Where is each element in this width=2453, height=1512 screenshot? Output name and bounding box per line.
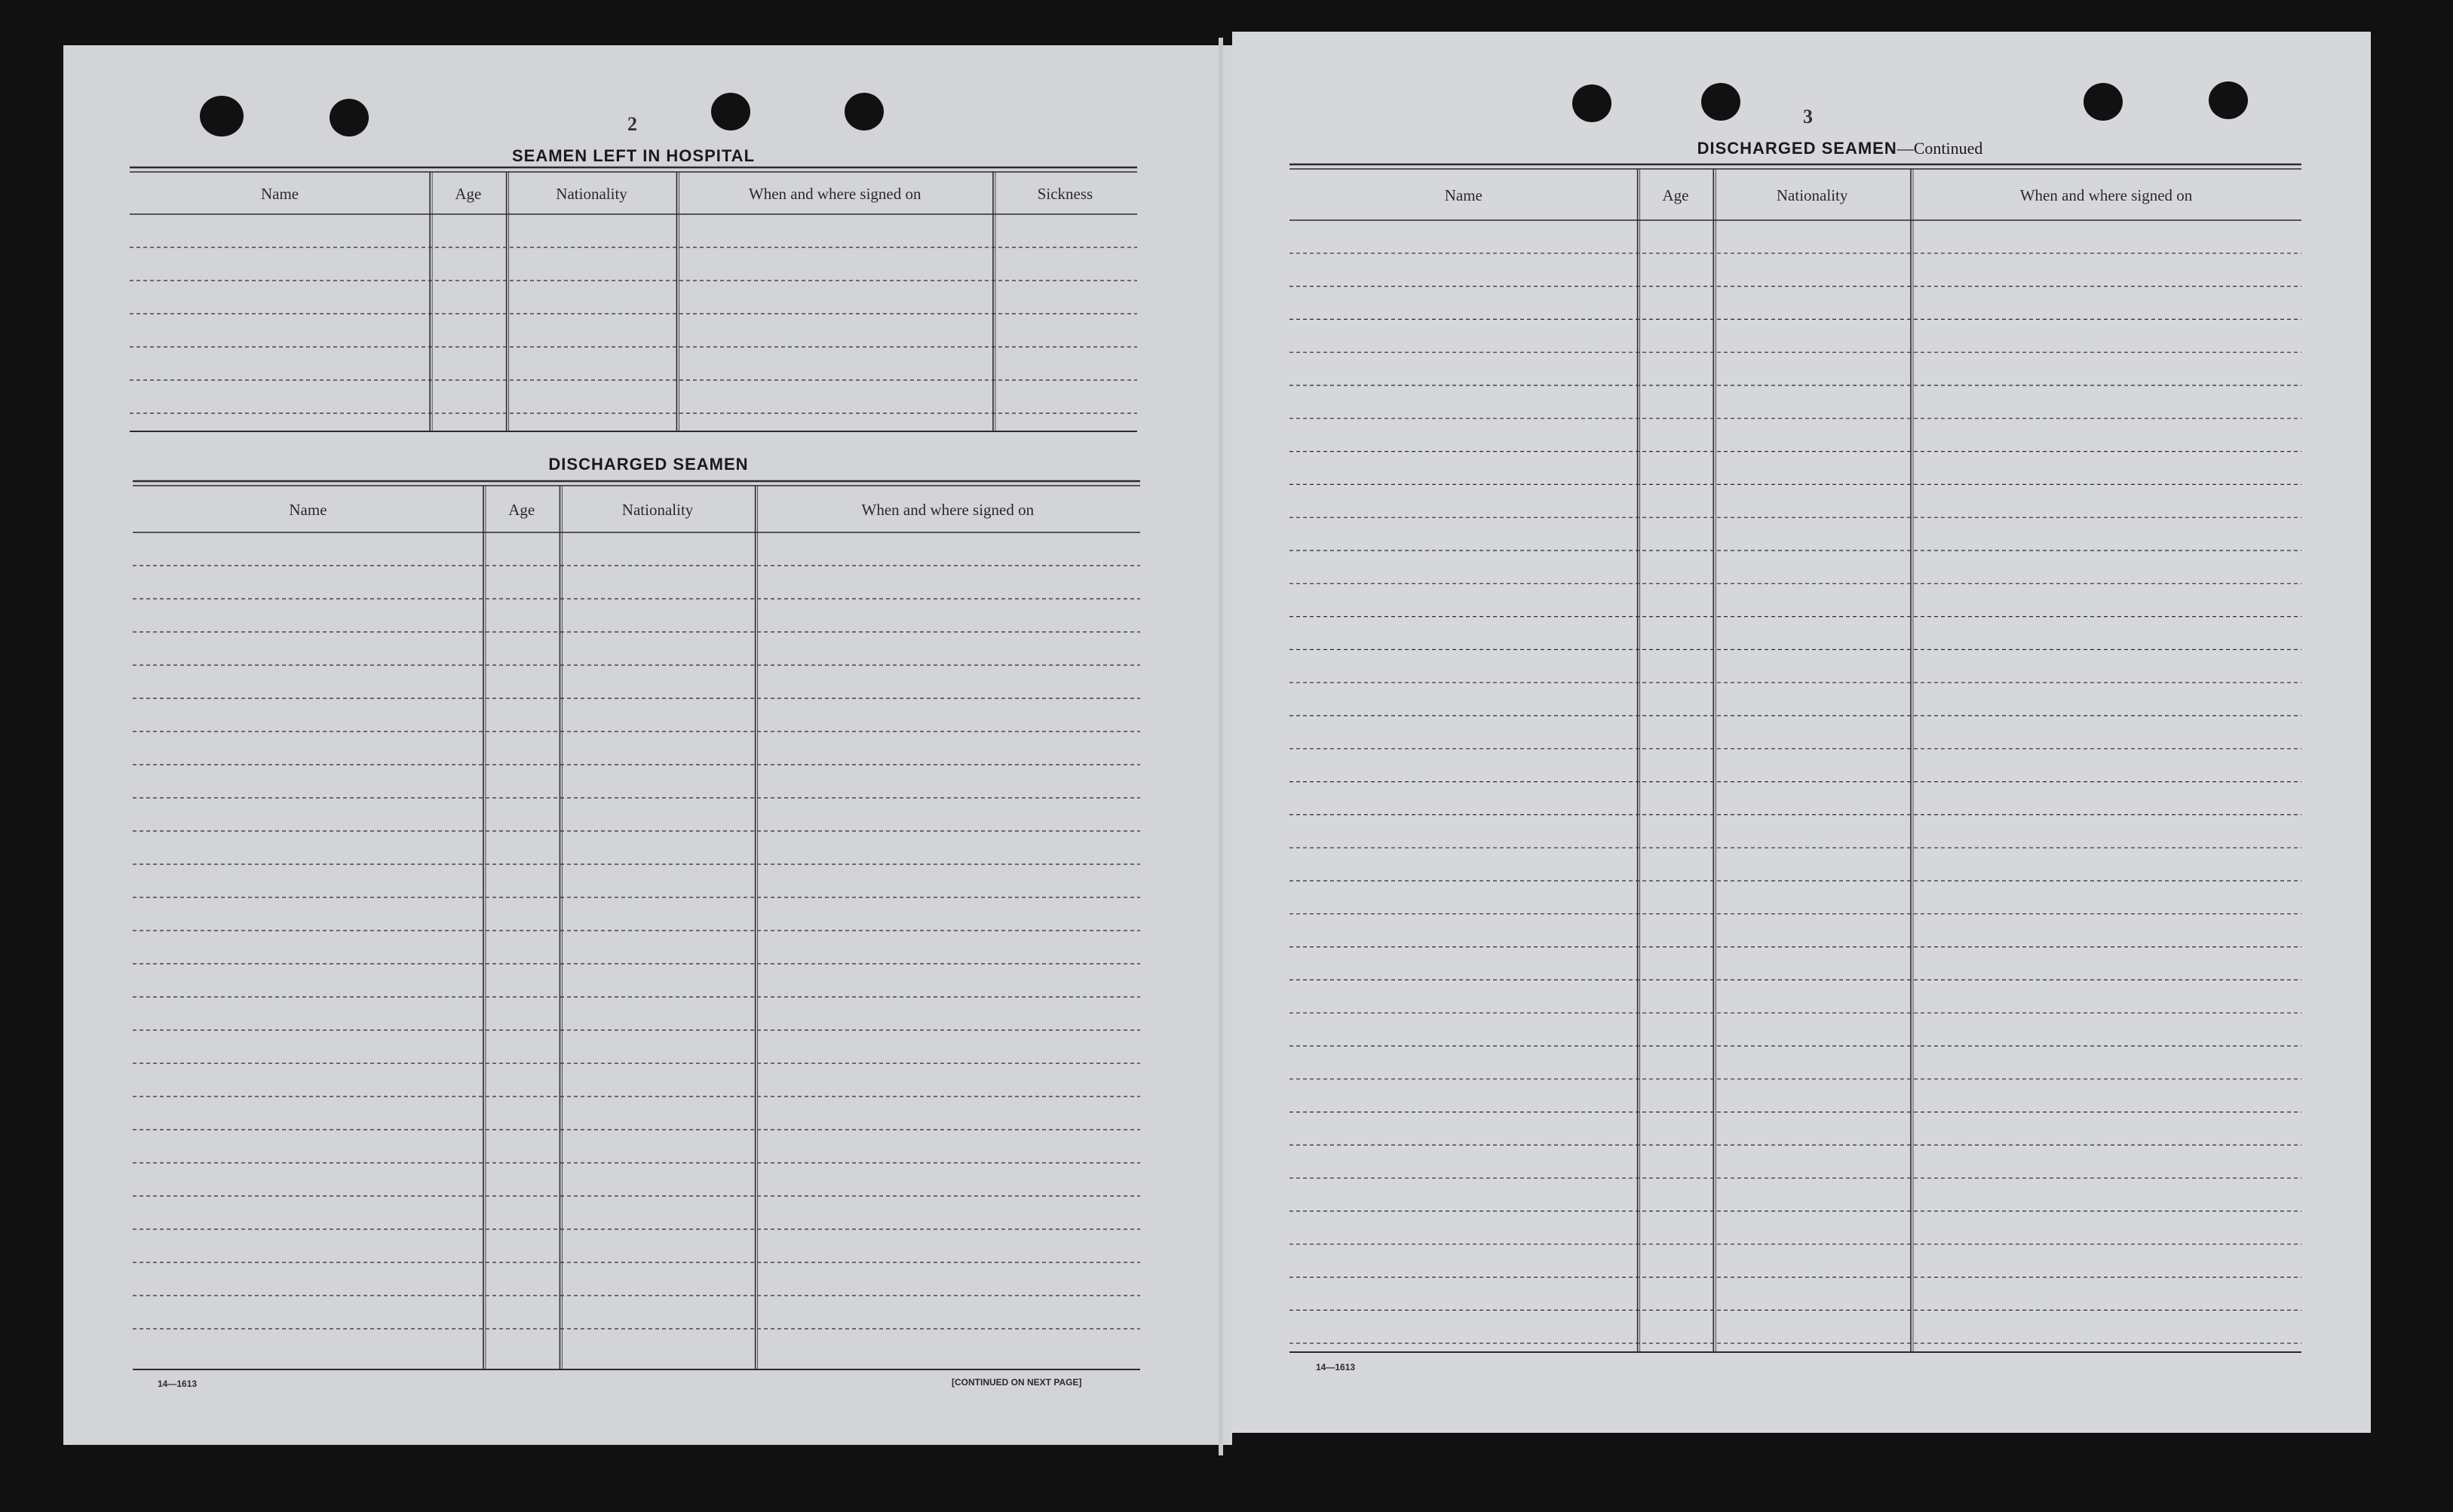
page-number: 3 xyxy=(1803,106,1813,127)
hospital-table xyxy=(130,167,1137,431)
title-suffix: —Continued xyxy=(1896,139,1983,158)
column-header-when-and-where-signed-on: When and where signed on xyxy=(748,185,921,203)
discharged-continued-title xyxy=(1584,139,2096,158)
form-number: 14—1613 xyxy=(158,1379,198,1389)
hospital-section-title: SEAMEN LEFT IN HOSPITAL xyxy=(511,146,756,165)
column-header-nationality: Nationality xyxy=(621,501,694,519)
column-header-name: Name xyxy=(289,501,327,519)
discharged-continued-table xyxy=(1289,164,2301,1352)
binder-hole xyxy=(1701,83,1740,121)
column-header-age: Age xyxy=(508,501,535,519)
binder-hole xyxy=(711,93,750,130)
discharged-section-title: DISCHARGED SEAMEN xyxy=(548,455,749,474)
binder-hole xyxy=(2209,81,2248,119)
column-header-age: Age xyxy=(455,185,482,203)
page-number: 2 xyxy=(627,113,637,135)
title-main: DISCHARGED SEAMEN xyxy=(1697,139,1897,158)
ledger-rules xyxy=(133,481,1140,1369)
continued-note: [CONTINUED ON NEXT PAGE] xyxy=(952,1377,1082,1388)
column-header-when-and-where-signed-on: When and where signed on xyxy=(2019,186,2193,204)
binder-hole xyxy=(2084,83,2123,121)
form-number: 14—1613 xyxy=(1316,1362,1356,1372)
column-header-name: Name xyxy=(1444,186,1483,204)
column-header-when-and-where-signed-on: When and where signed on xyxy=(861,501,1035,519)
binder-hole xyxy=(1572,84,1611,122)
ledger-rules xyxy=(130,167,1137,431)
binder-hole xyxy=(845,93,884,130)
column-header-age: Age xyxy=(1662,186,1689,204)
column-header-sickness: Sickness xyxy=(1037,185,1093,203)
column-header-name: Name xyxy=(260,185,299,203)
ledger-rules xyxy=(1289,164,2301,1352)
binder-hole xyxy=(330,99,369,136)
binder-hole xyxy=(200,96,244,136)
column-header-nationality: Nationality xyxy=(1776,186,1848,204)
discharged-table xyxy=(133,481,1140,1369)
column-header-nationality: Nationality xyxy=(556,185,627,203)
page-fold xyxy=(1219,38,1223,1455)
